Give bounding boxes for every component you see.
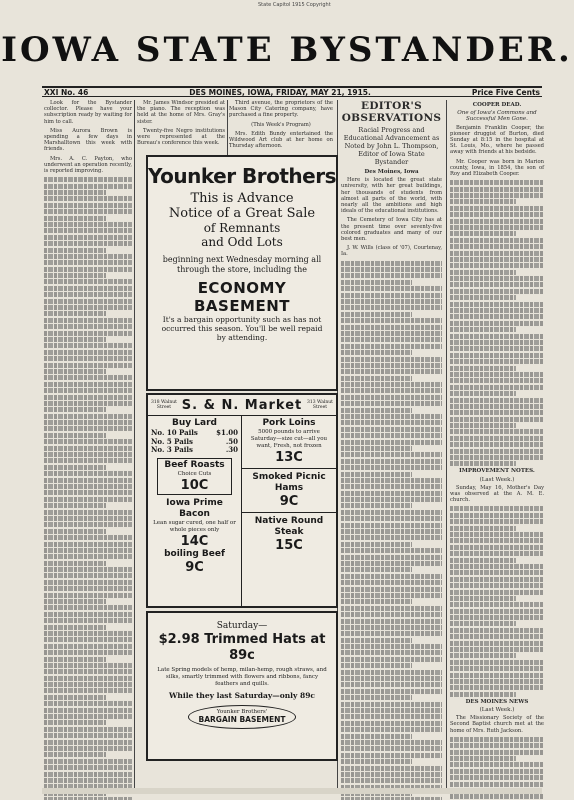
paragraph: Here is located the great state university, with her great buildings, her thousands of students from almost all parts of the world, with nearly all the ambitions and high ideals of the educational institutions.	[341, 177, 442, 215]
beef-roasts-box: Beef Roasts Choice Cuts 10C	[157, 458, 232, 495]
column-news	[229, 100, 333, 152]
section-subheading: (Last Week.)	[479, 476, 515, 483]
paragraph: (This Week's Program)	[251, 121, 311, 128]
ad-line: ECONOMY BASEMENT	[193, 279, 291, 315]
editorial-subtitle: Racial Progress and Educational Advancement as Noted by John L. Thompson, Editor of Iowa State Bystander	[343, 126, 440, 166]
section-heading: IMPROVEMENT NOTES.	[459, 468, 535, 475]
boiling-beef-heading: boiling Beef	[164, 548, 225, 559]
price-row: No. 10 Pails $1.00	[151, 428, 238, 437]
market-left-panel	[148, 416, 242, 607]
price-row: No. 3 Pails .30	[151, 445, 238, 454]
article-title: COOPER DEAD.	[472, 102, 522, 108]
paragraph: Miss Aurora Brown is spending a few days in Marshalltown this week with friends.	[44, 127, 132, 153]
paragraph: The Missionary Society of the Second Baptist church met at the home of Mrs. Ruth Jackson.	[450, 715, 544, 734]
ad-line: This is Advance	[190, 191, 294, 206]
paragraph: Mrs. Edith Bundy entertained the Wildwood Art club at her home on Thursday afternoon.	[229, 130, 333, 150]
bargain-basement-ad	[146, 611, 338, 761]
paragraph: Look for the Bystander collector. Please have your subscription ready by waiting for him to call.	[44, 100, 132, 125]
column-body-text	[341, 261, 442, 800]
paragraph: The Cemetery of Iowa City has at the present time over seventy-five colored graduates and many of our best men.	[341, 217, 442, 243]
bargain-basement-seal: Younker Brothers' BARGAIN BASEMENT	[188, 705, 297, 729]
price-label: Price Five Cents	[471, 87, 540, 97]
market-name: S. & N. Market	[181, 397, 303, 413]
ad-line: Notice of a Great Sale	[168, 206, 316, 221]
market-address: 318 Walnut Street	[151, 400, 177, 410]
sn-market-ad	[146, 393, 338, 608]
ad-line: beginning next Wednesday morning all through the store, including the	[162, 255, 322, 274]
ad-line: of Remnants	[203, 221, 281, 235]
market-address: 313 Walnut Street	[306, 400, 333, 410]
pork-loins-note: 5000 pounds to arrive Saturday—size cut—all you want, Fresh, not frozen	[250, 429, 328, 449]
market-right-panel	[242, 416, 336, 607]
picnic-hams-heading: Smoked Picnic Hams	[252, 472, 326, 493]
ad-line: Saturday—	[216, 621, 268, 631]
column-editors-observations	[341, 100, 442, 800]
ad-line: and Odd Lots	[201, 235, 283, 249]
column-body-text	[450, 180, 544, 466]
round-steak-price: 15C	[275, 538, 303, 553]
ad-description: Late Spring models of hemp, milan-hemp, rough straws, and silks, smartly trimmed with flowers and ribbons, fancy feathers and quills.	[157, 667, 327, 687]
column-obituary-notes	[450, 100, 544, 800]
paragraph: Mr. James Windsor presided at the piano. The reception was held at the home of Mrs. Gray's sister.	[137, 100, 225, 125]
section-subheading: (Last Week.)	[479, 706, 515, 713]
bacon-heading: Iowa Prime Bacon	[166, 497, 223, 519]
paragraph: Sunday, May 16, Mother's Day was observed at the A. M. E. church.	[450, 484, 544, 504]
section-heading: DES MOINES NEWS	[465, 698, 529, 705]
editorial-title: EDITOR'S OBSERVATIONS	[341, 100, 442, 124]
ad-line: It's a bargain opportunity such as has not occurred this season. You'll be well repaid by attending.	[161, 315, 323, 342]
ad-headline: $2.98 Trimmed Hats at 89c	[158, 632, 326, 663]
bacon-note: Lean sugar cured, one half or whole pieces only	[153, 519, 236, 533]
column-society	[137, 100, 225, 152]
column-body-text	[44, 177, 132, 800]
picnic-hams-price: 9C	[279, 494, 299, 509]
column-local-news	[44, 100, 132, 800]
pork-loins-price: 13C	[275, 450, 303, 465]
paragraph: J. W. Wills (class of '07), Courtenay, Ia.	[341, 245, 442, 258]
dateline	[42, 86, 542, 97]
market-header	[148, 395, 336, 416]
ad-line: While they last Saturday—only 89c	[168, 691, 315, 700]
column-rule	[227, 100, 228, 155]
price-row: No. 5 Pails .50	[151, 436, 238, 446]
column-body-text	[450, 506, 544, 696]
volume-number: XXI No. 46	[44, 87, 89, 97]
copyright-note: State Capitol 1915 Copyright	[258, 2, 331, 8]
masthead: IOWA STATE BYSTANDER.	[1, 30, 573, 70]
paragraph: Twenty-five Negro institutions were represented at the Bureau's conference this week.	[137, 127, 225, 147]
paragraph: Mrs. A. C. Payton, who underwent an operation recently, is reported improving.	[44, 155, 132, 175]
column-rule	[134, 100, 135, 790]
article-subtitle: One of Iowa's Commons and Successful Men Gone.	[457, 110, 537, 123]
ad-title: Younker Brothers	[148, 164, 336, 188]
pork-loins-heading: Pork Loins	[262, 418, 316, 428]
paragraph: Third avenue, the proprietors of the Mason City Catering company, have purchased a fine property.	[229, 100, 333, 119]
lard-heading: Buy Lard	[172, 418, 217, 428]
column-rule	[446, 100, 447, 790]
editorial-place: Des Moines, Iowa	[364, 169, 419, 175]
younker-advance-sale-ad	[146, 155, 338, 391]
place-date: DES MOINES, IOWA, FRIDAY, MAY 21, 1915.	[189, 87, 371, 97]
boiling-beef-price: 9C	[185, 559, 204, 575]
page-bottom-edge	[42, 788, 542, 794]
paragraph: Benjamin Franklin Cooper, the pioneer druggist of Burton, died Sunday at 8:15 in the hospital at St. Louis, Mo., where he passed away with friends at his bedside.	[450, 124, 544, 156]
bacon-price: 14C	[180, 533, 209, 549]
round-steak-heading: Native Round Steak	[254, 516, 324, 537]
paragraph: Mr. Cooper was born in Marion county, Iowa, in 1854, the son of Roy and Elizabeth Cooper.	[450, 158, 544, 178]
